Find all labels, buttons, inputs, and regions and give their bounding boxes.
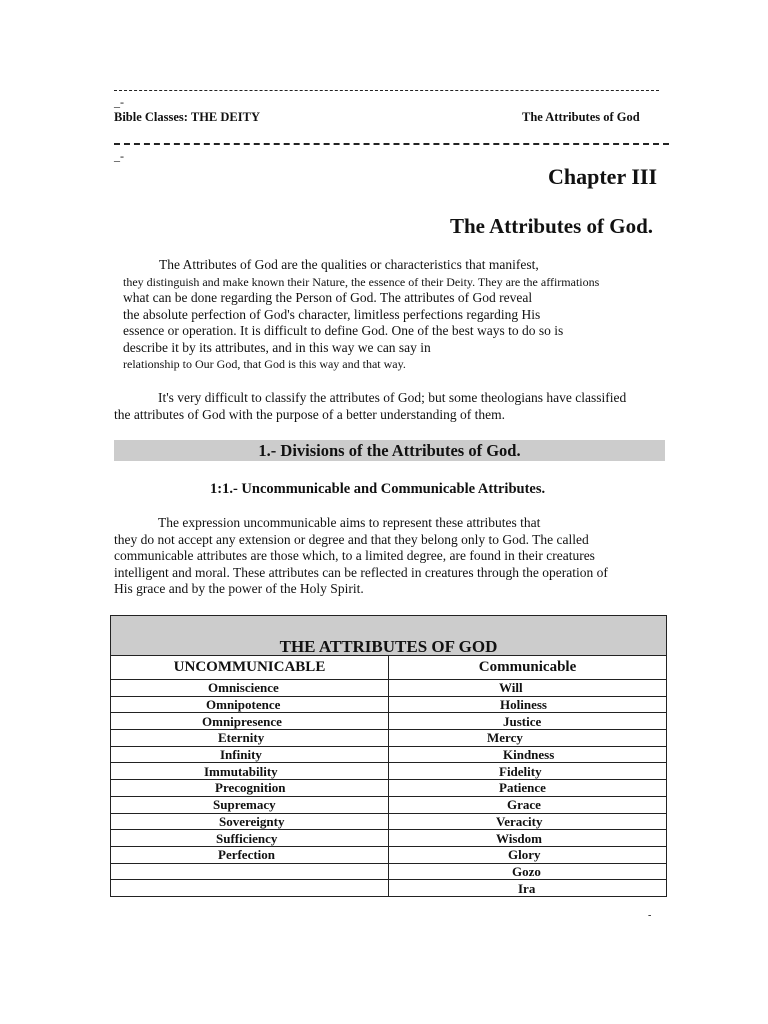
table-cell [111, 696, 389, 713]
expression-line: His grace and by the power of the Holy Spirit. [114, 581, 364, 596]
chapter-heading: Chapter III [548, 164, 658, 189]
expression-line: The expression uncommunicable aims to represent these attributes that [158, 515, 541, 530]
subsection-heading: 1:1.- Uncommunicable and Communicable Attributes. [210, 481, 546, 497]
intro-line: what can be done regarding the Person of God. The attributes of God reveal [123, 290, 533, 305]
table-cell [389, 813, 667, 830]
intro-line: relationship to Our God, that God is this way and that way. [123, 357, 406, 371]
cell-text: Omniscience [208, 680, 279, 696]
cell-text: Fidelity [499, 763, 542, 779]
header-dashed-rule [114, 143, 669, 145]
footer-mark: - [648, 910, 652, 921]
table-cell [111, 880, 389, 897]
table-cell [389, 830, 667, 847]
expression-line: communicable attributes are those which, to a limited degree, are found in their creatures [114, 548, 595, 563]
table-row [111, 696, 667, 713]
table-cell [111, 746, 389, 763]
table-cell [111, 730, 389, 747]
intro-line: the absolute perfection of God's character, limitless perfections regarding His [123, 306, 541, 322]
table-cell [111, 780, 389, 797]
table-row [111, 730, 667, 747]
section-heading: 1.- Divisions of the Attributes of God. [258, 441, 521, 460]
intro-line: essence or operation. It is difficult to define God. One of the best ways to do so is [123, 323, 564, 338]
table-cell [111, 846, 389, 863]
cell-text: Mercy [487, 730, 523, 746]
cell-text: Patience [499, 780, 546, 796]
table-row [111, 863, 667, 880]
table-row [111, 880, 667, 897]
cell-text: Holiness [500, 697, 547, 713]
cell-text: Will [499, 680, 523, 696]
table-row [111, 746, 667, 763]
table-cell [111, 796, 389, 813]
intro-line: The Attributes of God are the qualities or characteristics that manifest, [159, 257, 539, 272]
rule-mark: _- [114, 149, 124, 163]
cell-text: Omnipotence [206, 697, 281, 713]
table-cell [111, 763, 389, 780]
top-dashed-rule [114, 90, 659, 91]
expression-paragraph [114, 515, 664, 598]
table-cell [389, 730, 667, 747]
cell-text: Glory [508, 847, 541, 863]
table-cell [111, 713, 389, 730]
table-row [111, 713, 667, 730]
table-cell [389, 696, 667, 713]
cell-text: Ira [518, 880, 536, 896]
intro-line: describe it by its attributes, and in this way we can say in [123, 339, 431, 355]
cell-text: Infinity [220, 747, 262, 763]
table-row [111, 830, 667, 847]
table-row [111, 813, 667, 830]
column-header-uncommunicable: UNCOMMUNICABLE [111, 656, 389, 680]
table-cell [389, 780, 667, 797]
table-cell [111, 813, 389, 830]
intro-line: they distinguish and make known their Nature, the essence of their Deity. They are the affirmations [123, 274, 600, 289]
table-cell [389, 763, 667, 780]
cell-text: Sufficiency [216, 830, 278, 846]
expression-line: intelligent and moral. These attributes can be reflected in creatures through the operation of [114, 564, 608, 580]
cell-text: Grace [507, 797, 541, 813]
table-cell [389, 680, 667, 697]
table-row [111, 796, 667, 813]
page-title: The Attributes of God. [450, 214, 654, 238]
table-row [111, 780, 667, 797]
table-cell [389, 863, 667, 880]
cell-text: Wisdom [496, 830, 542, 846]
cell-text: Immutability [204, 763, 278, 779]
cell-text: Veracity [496, 813, 543, 829]
table-cell [389, 846, 667, 863]
column-header-communicable: Communicable [389, 656, 667, 680]
table-title: THE ATTRIBUTES OF GOD [111, 616, 667, 656]
table-row [111, 846, 667, 863]
table-cell [389, 746, 667, 763]
table-cell [389, 713, 667, 730]
cell-text: Supremacy [213, 797, 276, 813]
classify-line: It's very difficult to classify the attributes of God; but some theologians have classified [158, 390, 627, 405]
table-cell [389, 880, 667, 897]
cell-text: Kindness [503, 747, 555, 763]
classify-line: the attributes of God with the purpose of a better understanding of them. [114, 406, 506, 422]
cell-text: Omnipresence [202, 713, 282, 729]
expression-line: they do not accept any extension or degree and that they belong only to God. The called [114, 531, 589, 547]
classify-paragraph [114, 390, 664, 423]
intro-paragraph [114, 257, 664, 373]
cell-text: Precognition [215, 780, 286, 796]
running-header-right: The Attributes of God [522, 110, 640, 124]
cell-text: Sovereignty [219, 813, 285, 829]
cell-text: Justice [503, 713, 542, 729]
cell-text: Gozo [512, 863, 541, 879]
table-row [111, 763, 667, 780]
table-cell [111, 830, 389, 847]
table-row [111, 680, 667, 697]
table-cell [389, 796, 667, 813]
cell-text: Eternity [218, 730, 265, 746]
attributes-table [110, 615, 667, 897]
running-header-left: Bible Classes: THE DEITY [114, 110, 260, 124]
table-cell [111, 680, 389, 697]
table-cell [111, 863, 389, 880]
rule-mark: _- [114, 95, 124, 109]
cell-text: Perfection [218, 847, 276, 863]
